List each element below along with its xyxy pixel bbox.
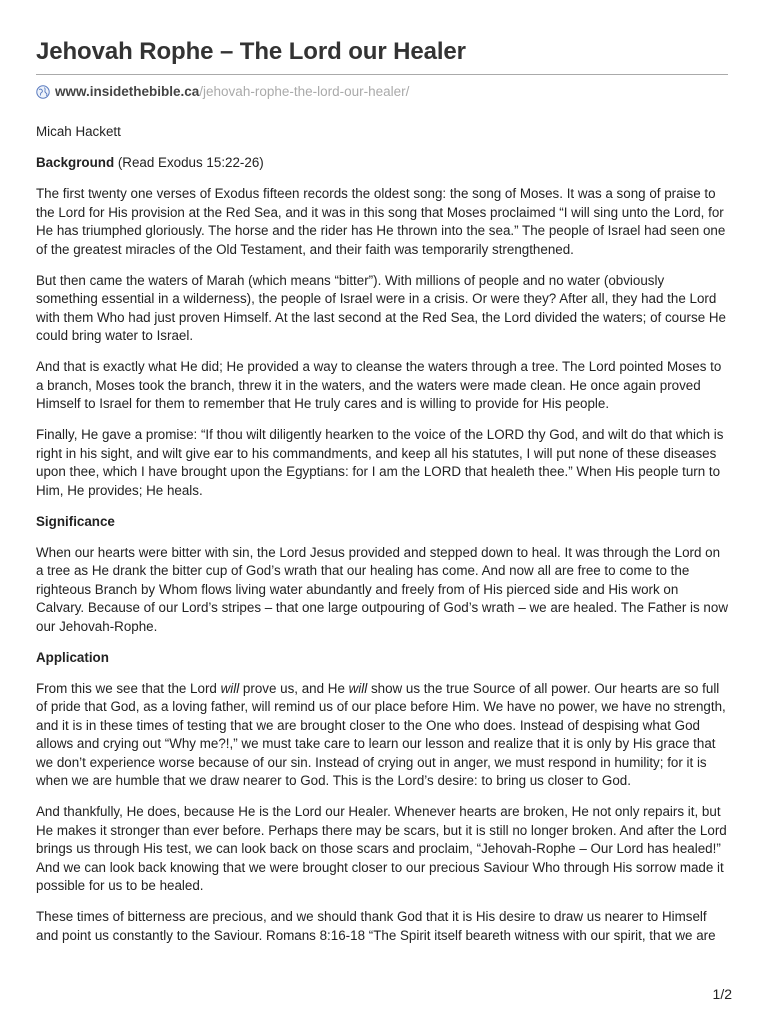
paragraph: Finally, He gave a promise: “If thou wilt diligently hearken to the voice of the LORD thy God, and wilt do that which is right in his sight, and wilt give ear to his commandments, and keep all his statutes, I will put none of these diseases upon thee, which I have brought upon the Egyptians: for I am the LORD that healeth thee.” When His people turn to Him, He provides; He heals. [36, 427, 724, 498]
text-run: prove us, and He [239, 680, 349, 696]
paragraph: And that is exactly what He did; He provided a way to cleanse the waters through a tree. The Lord pointed Moses to a branch, Moses took the branch, threw it in the waters, and the waters were made clean. He once again proved Himself to Israel for them to remember that He truly cares and is willing to provide for His people. [36, 359, 722, 411]
background-reference: (Read Exodus 15:22-26) [114, 155, 264, 170]
background-heading: Background [36, 155, 115, 170]
emphasis-will: will [220, 680, 240, 696]
paragraph: And thankfully, He does, because He is the Lord our Healer. Whenever hearts are broken, He not only repairs it, but He makes it stronger than ever before. Perhaps there may be scars, but it is still no longer broken. And after the Lord brings us through His test, we can look back on those scars and proclaim, “Jehovah-Rophe – Our Lord has healed!” And we can look back knowing that we were brought closer to our precious Saviour Who through His sorrow made it possible for us to be healed. [36, 804, 727, 893]
emphasis-will: will [348, 680, 368, 696]
page-number: 1/2 [712, 986, 732, 1002]
author-line: Micah Hackett [36, 124, 121, 139]
paragraph: These times of bitterness are precious, and we should thank God that it is His desire to draw us nearer to Himself and point us constantly to the Saviour. Romans 8:16-18 “The Spirit itself beareth witness with our spirit, that we are [36, 909, 716, 943]
paragraph: The first twenty one verses of Exodus fifteen records the oldest song: the song of Moses. It was a song of praise to the Lord for His provision at the Red Sea, and it was in this song that Moses proclaimed “I will sing unto the Lord, for He has triumphed gloriously. The horse and the rider has He thrown into the sea.” The people of Israel had seen one of the greatest miracles of the Old Testament, and their faith was temporarily strengthened. [36, 186, 726, 257]
page-title: Jehovah Rophe – The Lord our Healer [36, 38, 466, 65]
source-domain: www.insidethebible.ca [55, 84, 200, 99]
paragraph [36, 680, 728, 791]
document-page [36, 36, 728, 958]
text-run: From this we see that the Lord [36, 680, 221, 696]
text-run: show us the true Source of all power. Our hearts are so full of pride that God, as a loving father, will remind us of our place before Him. We have no power, we have no strength, and it is in these times of testing that we are brought closer to the One who does. Instead of despising what God allows and crying out “Why me?!,” we must take care to learn our lesson and realize that it is only by His grace that we don’t experience worse because of our sin. Instead of crying out in anger, we must respond in humility; for it is when we are humble that we draw nearer to God. This is the Lord’s desire: to bring us closer to God. [36, 680, 726, 788]
source-path: /jehovah-rophe-the-lord-our-healer/ [199, 84, 410, 99]
significance-heading: Significance [36, 513, 115, 529]
source-link[interactable] [55, 83, 409, 101]
source-line [36, 83, 728, 101]
title-divider [36, 74, 728, 75]
application-heading: Application [36, 649, 109, 665]
paragraph: When our hearts were bitter with sin, the Lord Jesus provided and stepped down to heal. It was through the Lord on a tree as He drank the bitter cup of God’s wrath that our healing has come. And now all are free to come to the righteous Branch by Whom flows living water abundantly and freely from of His pierced side and His work on Calvary. Because of our Lord’s stripes – that one large outpouring of God’s wrath – we are healed. The Father is now our Jehovah-Rophe. [36, 544, 728, 634]
paragraph: But then came the waters of Marah (which means “bitter”). With millions of people and no water (obviously something essential in a wilderness), the people of Israel were in a crisis. Or were they? After all, they had the Lord with them Who had just proven Himself. At the last second at the Red Sea, the Lord divided the waters; of course He could bring water to Israel. [36, 272, 726, 343]
article-body [36, 123, 728, 945]
globe-icon [36, 85, 50, 99]
background-line [36, 154, 728, 173]
